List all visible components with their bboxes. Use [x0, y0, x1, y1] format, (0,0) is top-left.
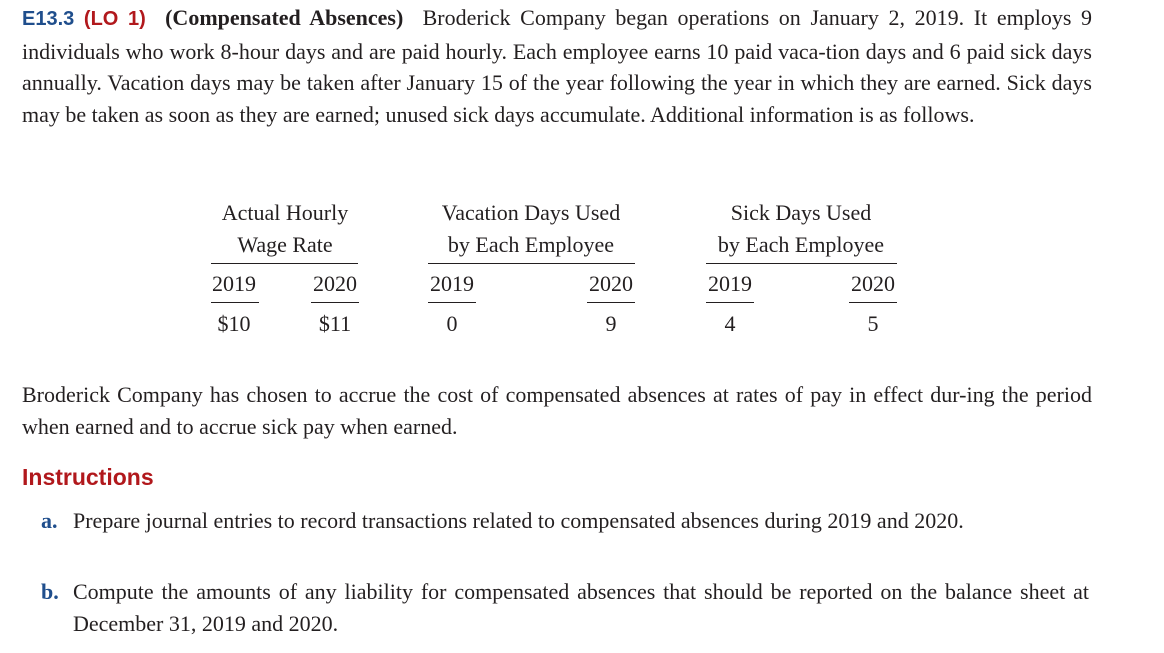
item-marker: b.	[41, 579, 59, 604]
learning-objective: (LO 1)	[83, 8, 146, 30]
year-label: 2020	[851, 271, 895, 296]
year-rule	[311, 302, 359, 303]
exercise-text: Broderick Company began operations on January 2, 2019. It employs 9 individuals who work 8-hour days and are paid hourly. Each employee earns 10 paid vaca-tion days and 6 paid sick days annually. Vacation days may be taken after January 15 of the year following the year in which they are earned. Sick days may be taken as soon as they are earned; unused sick days accumulate. Additional information is as follows.	[22, 5, 1093, 127]
instruction-item-a	[41, 505, 1089, 537]
year-label: 2019	[430, 271, 474, 296]
policy-paragraph: Broderick Company has chosen to accrue the cost of compensated absences at rates of pay in effect dur-ing the period when earned and to accrue sick pay when earned.	[22, 382, 1092, 439]
table-cell: 4	[724, 311, 736, 336]
header-rule	[428, 263, 635, 264]
exercise-id: E13.3	[22, 8, 75, 30]
header-line1: Vacation Days Used	[441, 200, 621, 225]
table-cell: $11	[318, 311, 352, 336]
item-text: Compute the amounts of any liability for compensated absences that should be reported on the balance sheet at December 31, 2019 and 2020.	[73, 579, 1089, 636]
year-rule	[587, 302, 635, 303]
instruction-item-b	[41, 576, 1089, 639]
year-rule	[706, 302, 754, 303]
year-rule	[428, 302, 476, 303]
header-sick-days	[696, 197, 906, 261]
table-cell: 0	[446, 311, 458, 336]
year-rule	[211, 302, 259, 303]
header-rule	[706, 263, 897, 264]
header-vacation-days	[420, 197, 642, 261]
year-rule	[849, 302, 897, 303]
table-cell: $10	[217, 311, 251, 336]
item-marker: a.	[41, 508, 58, 533]
table-cell: 9	[605, 311, 617, 336]
exercise-topic: (Compensated Absences)	[165, 5, 404, 30]
table-cell: 5	[867, 311, 879, 336]
header-wage-rate	[200, 197, 370, 261]
header-line2: by Each Employee	[717, 232, 885, 257]
header-line2: Wage Rate	[237, 232, 333, 257]
year-label: 2019	[708, 271, 752, 296]
year-label: 2020	[313, 271, 357, 296]
header-rule	[211, 263, 358, 264]
instructions-heading: Instructions	[22, 464, 154, 490]
item-text: Prepare journal entries to record transactions related to compensated absences during 2019 and 2020.	[73, 508, 964, 533]
exercise-intro	[22, 2, 1092, 130]
header-line1: Sick Days Used	[730, 200, 872, 225]
header-line2: by Each Employee	[447, 232, 615, 257]
year-label: 2020	[589, 271, 633, 296]
year-label: 2019	[212, 271, 256, 296]
header-line1: Actual Hourly	[221, 200, 349, 225]
